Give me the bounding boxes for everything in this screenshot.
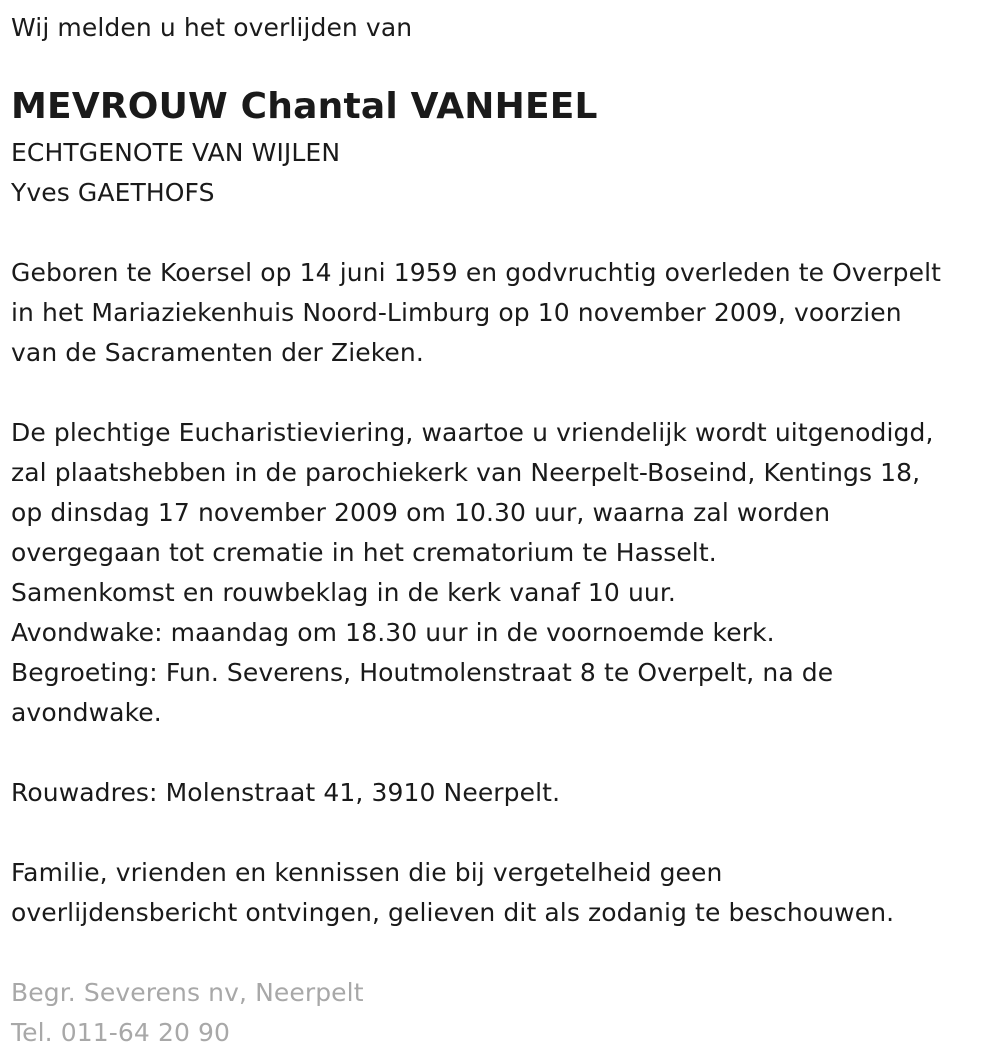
gathering-line: Samenkomst en rouwbeklag in de kerk vanaf 10 uur. (11, 578, 676, 607)
birth-death-paragraph (11, 253, 996, 373)
greeting-line: avondwake. (11, 698, 162, 727)
ceremony-line: De plechtige Eucharistieviering, waartoe u vriendelijk wordt uitgenodigd, (11, 418, 934, 447)
funeral-home-phone: Tel. 011-64 20 90 (11, 1018, 231, 1047)
obituary-notice (11, 8, 996, 1053)
notice-line: Familie, vrienden en kennissen die bij vergetelheid geen (11, 858, 723, 887)
greeting-line: Begroeting: Fun. Severens, Houtmolenstraat 8 te Overpelt, na de (11, 658, 834, 687)
ceremony-line: overgegaan tot crematie in het crematorium te Hasselt. (11, 538, 717, 567)
deceased-name: MEVROUW Chantal VANHEEL (11, 86, 598, 127)
ceremony-line: op dinsdag 17 november 2009 om 10.30 uur, waarna zal worden (11, 498, 831, 527)
address-paragraph (11, 773, 996, 813)
ceremony-paragraph (11, 413, 996, 733)
relation-text: ECHTGENOTE VAN WIJLEN (11, 138, 341, 167)
notice-line: overlijdensbericht ontvingen, gelieven dit als zodanig te beschouwen. (11, 898, 895, 927)
funeral-home-footer (11, 973, 996, 1053)
spouse-name: Yves GAETHOFS (11, 178, 215, 207)
birth-death-line: in het Mariaziekenhuis Noord-Limburg op 10 november 2009, voorzien (11, 298, 902, 327)
birth-death-line: van de Sacramenten der Zieken. (11, 338, 424, 367)
intro-text: Wij melden u het overlijden van (11, 13, 413, 42)
birth-death-line: Geboren te Koersel op 14 juni 1959 en godvruchtig overleden te Overpelt (11, 258, 942, 287)
wake-line: Avondwake: maandag om 18.30 uur in de voornoemde kerk. (11, 618, 775, 647)
ceremony-line: zal plaatshebben in de parochiekerk van Neerpelt-Boseind, Kentings 18, (11, 458, 921, 487)
mourning-address: Rouwadres: Molenstraat 41, 3910 Neerpelt. (11, 778, 561, 807)
notice-paragraph (11, 853, 996, 933)
funeral-home-name: Begr. Severens nv, Neerpelt (11, 978, 364, 1007)
